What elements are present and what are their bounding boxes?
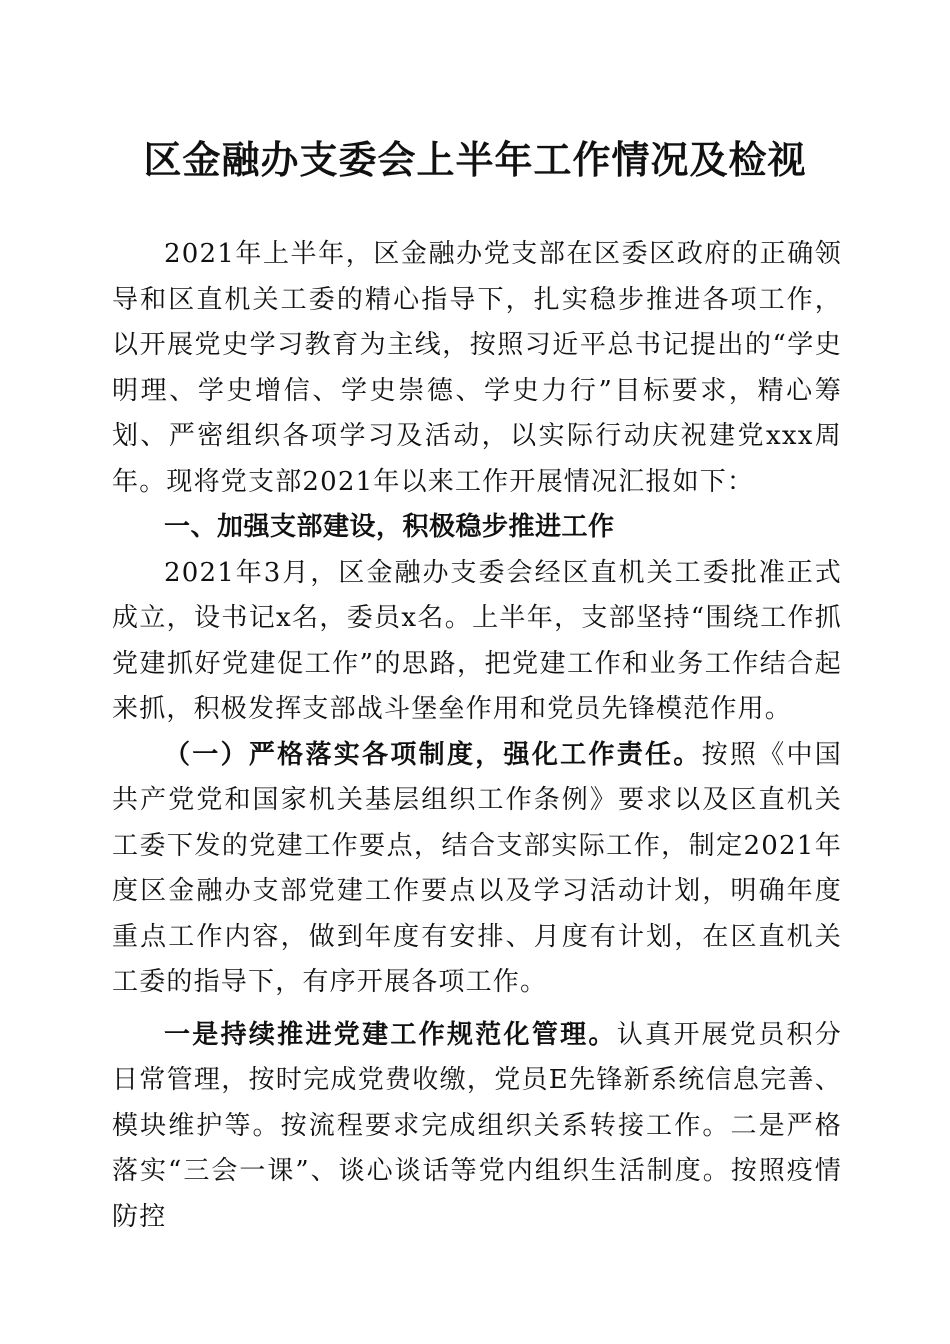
document-title: 区金融办支委会上半年工作情况及检视 xyxy=(143,137,807,182)
subsection-1-lead: （一）严格落实各项制度，强化工作责任。 xyxy=(164,739,702,770)
item-1-body: 认真开展党员积分日常管理，按时完成党费收缴，党员E先锋新系统信息完善、模块维护等。按流程要求完成组织关系转接工作。二是严格落实“三会一课”、谈心谈话等党内组织生活制度。按照疫情防控 xyxy=(112,1019,843,1232)
document-body xyxy=(112,232,842,1240)
subsection-1-body: 按照《中国共产党党和国家机关基层组织工作条例》要求以及区直机关工委下发的党建工作要点，结合支部实际工作，制定2021年度区金融办支部党建工作要点以及学习活动计划，明确年度重点工作内容，做到年度有安排、月度有计划，在区直机关工委的指导下，有序开展各项工作。 xyxy=(112,739,842,997)
item-1-paragraph xyxy=(112,1013,842,1241)
subsection-1-paragraph xyxy=(112,733,842,1006)
intro-paragraph: 2021年上半年，区金融办党支部在区委区政府的正确领导和区直机关工委的精心指导下，扎实稳步推进各项工作，以开展党史学习教育为主线，按照习近平总书记提出的“学史明理、学史增信、学史崇德、学史力行”目标要求，精心筹划、严密组织各项学习及活动，以实际行动庆祝建党xxx周年。现将党支部2021年以来工作开展情况汇报如下： xyxy=(112,239,842,497)
section-heading-1: 一、加强支部建设，积极稳步推进工作 xyxy=(164,512,615,542)
item-1-lead: 一是持续推进党建工作规范化管理。 xyxy=(164,1019,617,1050)
section-1-paragraph: 2021年3月，区金融办支委会经区直机关工委批准正式成立，设书记x名，委员x名。上半年，支部坚持“围绕工作抓党建抓好党建促工作”的思路，把党建工作和业务工作结合起来抓，积极发挥支部战斗堡垒作用和党员先锋模范作用。 xyxy=(112,557,842,724)
